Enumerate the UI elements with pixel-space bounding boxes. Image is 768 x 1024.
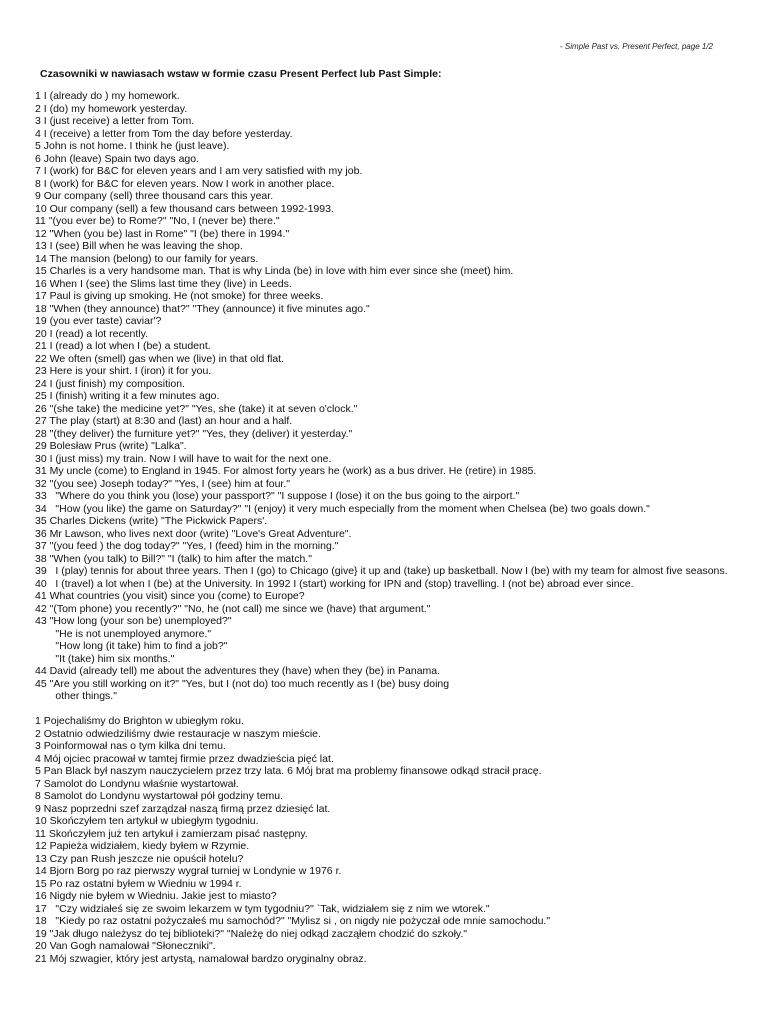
exercise-line: 22 We often (smell) gas when we (live) in that old flat. [35,352,285,365]
exercise-line: 21 Mój szwagier, który jest artystą, namalował bardzo oryginalny obraz. [35,952,367,965]
exercise-line: 10 Skończyłem ten artykuł w ubiegłym tygodniu. [35,815,259,827]
section-gap [35,703,745,716]
exercise-line: 12 Papieża widziałem, kiedy byłem w Rzymie. [35,840,250,852]
exercise-line: 19 "Jak długo należysz do tej biblioteki?" "Należę do niej odkąd zacząłem chodzić do szkoły." [35,927,468,940]
exercise-line: 11 "(you ever be) to Rome?" "No, I (never be) there." [35,215,280,227]
exercise-line: 8 Samolot do Londynu wystartował pół godziny temu. [35,790,284,802]
document-body [35,90,745,965]
exercise-line: 1 Pojechaliśmy do Brighton w ubiegłym roku. [35,715,244,727]
exercise-line: 30 I (just miss) my train. Now I will have to wait for the next one. [35,452,332,465]
exercise-line: 16 Nigdy nie byłem w Wiedniu. Jakie jest to miasto? [35,890,277,902]
exercise-instructions: Czasowniki w nawiasach wstaw w formie czasu Present Perfect lub Past Simple: [40,68,442,80]
exercise-line: 2 Ostatnio odwiedziliśmy dwie restauracje w naszym mieście. [35,727,321,740]
exercise-line: 1 I (already do ) my homework. [35,90,180,102]
exercise-line: "How long (it take) him to find a job?" [35,640,228,652]
exercise-line: 33 "Where do you think you (lose) your passport?" "I suppose I (lose) it on the bus going to the airport." [35,490,520,502]
exercise-line: 21 I (read) a lot when I (be) a student. [35,340,211,352]
exercise-line: 35 Charles Dickens (write) "The Pickwick Papers'. [35,515,268,527]
exercise-line: 5 Pan Black był naszym nauczycielem przez trzy lata. 6 Mój brat ma problemy finansowe odkąd stracił pracę. [35,765,542,777]
exercise-line: 18 "When (they announce) that?" "They (announce) it five minutes ago." [35,302,370,315]
exercise-line: 11 Skończyłem już ten artykuł i zamierzam pisać następny. [35,827,308,840]
exercise-line: 20 I (read) a lot recently. [35,327,149,340]
exercise-line: 27 The play (start) at 8:30 and (last) an hour and a half. [35,415,293,427]
exercise-line: 36 Mr Lawson, who lives next door (write) "Love's Great Adventure". [35,527,352,540]
exercise-line: 12 "When (you be) last in Rome" "I (be) there in 1994." [35,227,290,240]
exercise-line: 26 "(she take) the medicine yet?" "Yes, she (take) it at seven o'clock." [35,402,358,415]
exercise-line: 17 "Czy widziałeś się ze swoim lekarzem w tym tygodniu?" `Tak, widziałem się z nim we wtorek." [35,902,490,915]
exercise-line: "It (take) him six months." [35,652,175,665]
exercise-line: 16 When I (see) the Slims last time they (live) in Leeds. [35,277,292,290]
exercise-line: 7 Samolot do Londynu właśnie wystartował. [35,777,239,790]
exercise-line: 9 Nasz poprzedni szef zarządzał naszą firmą przez dziesięć lat. [35,802,331,815]
exercise-line: 31 My uncle (come) to England in 1945. For almost forty years he (work) as a bus driver. He (retire) in 1985. [35,465,537,477]
exercise-line: 7 I (work) for B&C for eleven years and I am very satisfied with my job. [35,165,363,177]
exercise-line: 4 I (receive) a letter from Tom the day before yesterday. [35,127,293,140]
exercise-line: 18 "Kiedy po raz ostatni pożyczałeś mu samochód?" "Mylisz si , on nigdy nie pożyczał ode mnie samochodu." [35,915,551,927]
exercise-line: 38 "When (you talk) to Bill?" "I (talk) to him after the match." [35,552,312,565]
exercise-line: 19 (you ever taste) caviar'? [35,315,162,327]
exercise-line: 32 "(you see) Joseph today?" "Yes, I (see) him at four." [35,477,290,490]
exercise-line: 6 John (leave) Spain two days ago. [35,152,200,165]
exercise-section-english [35,90,745,703]
exercise-line: 45 "Are you still working on it?" "Yes, but I (not do) too much recently as I (be) busy doing [35,677,450,690]
exercise-line: 40 I (travel) a lot when I (be) at the University. In 1992 I (start) working for IPN and (stop) travelling. I (not be) abroad ever since. [35,577,634,590]
exercise-line: 20 Van Gogh namalował "Słoneczniki". [35,940,216,952]
exercise-line: 25 I (finish) writing it a few minutes ago. [35,390,220,402]
exercise-line: 14 Bjorn Borg po raz pierwszy wygrał turniej w Londynie w 1976 r. [35,865,342,877]
exercise-line: 5 John is not home. I think he (just leave). [35,140,230,152]
exercise-line: 10 Our company (sell) a few thousand cars between 1992-1993. [35,202,334,215]
exercise-line: 4 Mój ojciec pracował w tamtej firmie przez dwadzieścia pięć lat. [35,752,334,765]
exercise-line: 8 I (work) for B&C for eleven years. Now I work in another place. [35,177,335,190]
exercise-line: other things." [35,690,117,702]
exercise-line: 28 "(they deliver) the furniture yet?" "Yes, they (deliver) it yesterday." [35,427,353,440]
exercise-section-polish [35,715,745,965]
exercise-line: 13 Czy pan Rush jeszcze nie opuścił hotelu? [35,852,244,865]
exercise-line: 15 Po raz ostatni byłem w Wiedniu w 1994 r. [35,877,242,890]
exercise-line: "He is not unemployed anymore." [35,627,212,640]
exercise-line: 13 I (see) Bill when he was leaving the shop. [35,240,243,252]
exercise-line: 29 Bolesław Prus (write) "Lalka". [35,440,187,452]
running-header: - Simple Past vs. Present Perfect, page 1/2 [560,42,713,51]
exercise-line: 14 The mansion (belong) to our family for years. [35,252,259,265]
exercise-line: 15 Charles is a very handsome man. That is why Linda (be) in love with him ever since she (meet) him. [35,265,514,277]
exercise-line: 39 I (play) tennis for about three years. Then I (go) to Chicago (give} it up and (take) up basketball. Now I (be) with my team for almost five seasons. [35,565,728,577]
exercise-line: 24 I (just finish) my composition. [35,377,185,390]
exercise-line: 3 I (just receive) a letter from Tom. [35,115,195,127]
exercise-line: 9 Our company (sell) three thousand cars this year. [35,190,274,202]
exercise-line: 43 "How long (your son be) unemployed?" [35,615,232,627]
exercise-line: 23 Here is your shirt. I (iron) it for you. [35,365,212,377]
exercise-line: 42 "(Tom phone) you recently?" "No, he (not call) me since we (have) that argument." [35,602,431,615]
exercise-line: 17 Paul is giving up smoking. He (not smoke) for three weeks. [35,290,324,302]
exercise-line: 44 David (already tell) me about the adventures they (have) when they (be) in Panama. [35,665,441,677]
exercise-line: 3 Poinformował nas o tym kilka dni temu. [35,740,226,752]
exercise-line: 2 I (do) my homework yesterday. [35,102,188,115]
exercise-line: 34 "How (you like) the game on Saturday?" "I (enjoy) it very much especially from the moment when Chelsea (be) two goals down." [35,502,650,515]
exercise-line: 37 "(you feed ) the dog today?" "Yes, I (feed) him in the morning." [35,540,339,552]
exercise-line: 41 What countries (you visit) since you (come) to Europe? [35,590,305,602]
